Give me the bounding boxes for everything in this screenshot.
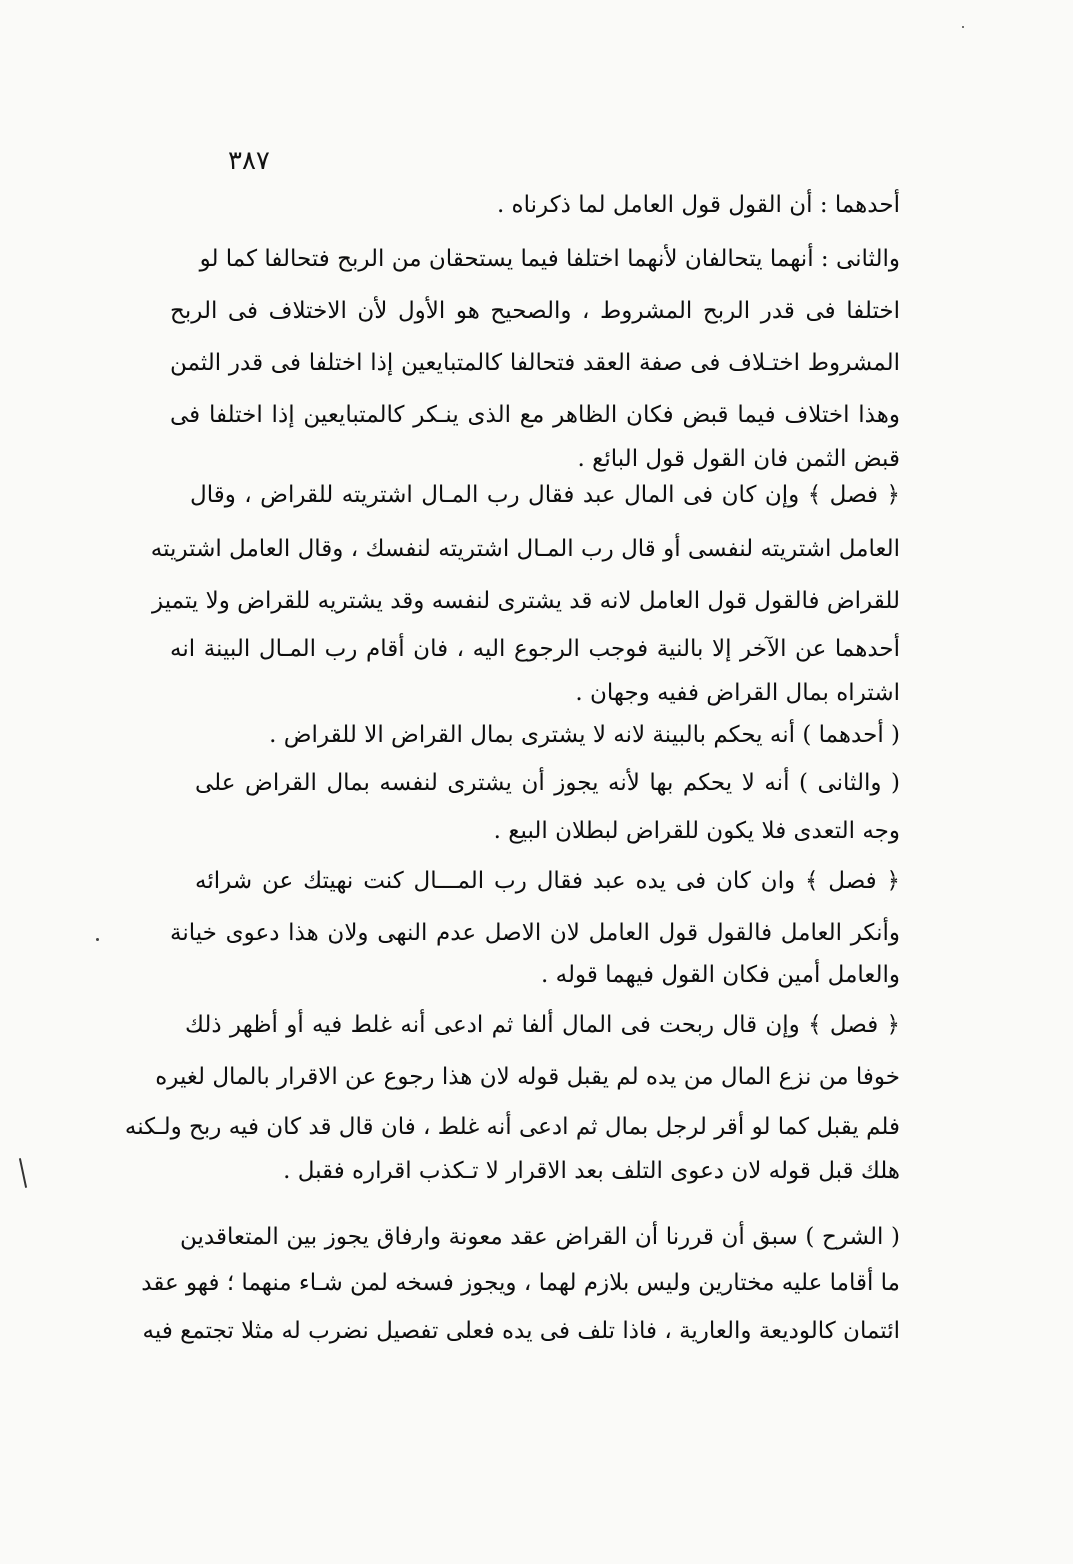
text-line: المشروط اختـلاف فى صفة العقد فتحالفا كالمتبايعين إذا اختلفا فى قدر الثمن [170, 350, 900, 376]
text-line: ﴿ فصل ﴾ وان كان فى يده عبد فقال رب المـــال كنت نهيتك عن شرائه [195, 868, 900, 894]
text-line: ﴿ فصل ﴾ وإن كان فى المال عبد فقال رب المـال اشتريته للقراض ، وقال [190, 482, 900, 508]
text-line: ( أحدهما ) أنه يحكم بالبينة لانه لا يشترى بمال القراض الا للقراض . [269, 722, 900, 748]
text-line: ( الشرح ) سبق أن قررنا أن القراض عقد معونة وارفاق يجوز بين المتعاقدين [180, 1224, 901, 1250]
text-line: والثانى : أنهما يتحالفان لأنهما اختلفا فيما يستحقان من الربح فتحالفا كما لو [199, 246, 900, 272]
text-line: أحدهما : أن القول قول العامل لما ذكرناه . [496, 192, 900, 218]
text-line: اشتراه بمال القراض ففيه وجهان . [575, 680, 900, 706]
text-line: هلك قبل قوله لان دعوى التلف بعد الاقرار لا تـكذب اقراره فقبل . [283, 1158, 900, 1184]
text-line: اختلفا فى قدر الربح المشروط ، والصحيح هو الأول لأن الاختلاف فى الربح [170, 298, 900, 324]
text-line: وأنكر العامل فالقول قول العامل لان الاصل عدم النهى ولان هذا دعوى خيانة [170, 920, 900, 946]
text-line: أحدهما عن الآخر إلا بالنية فوجب الرجوع اليه ، فان أقام رب المـال البينة انه [170, 636, 900, 662]
scan-speck [962, 26, 964, 28]
text-line: ائتمان كالوديعة والعارية ، فاذا تلف فى يده فعلى تفصيل نضرب له مثلا تجتمع فيه [142, 1318, 900, 1344]
text-line: العامل اشتريته لنفسى أو قال رب المـال اشتريته لنفسك ، وقال العامل اشتريته [150, 536, 900, 562]
margin-mark [19, 1158, 27, 1188]
text-line: والعامل أمين فكان القول فيهما قوله . [541, 962, 900, 988]
text-line: قبض الثمن فان القول قول البائع . [577, 446, 900, 472]
text-line: ما أقاما عليه مختارين وليس بلازم لهما ، ويجوز فسخه لمن شـاء منهما ؛ فهو عقد [141, 1270, 900, 1296]
text-line: وهذا اختلاف فيما قبض فكان الظاهر مع الذى ينـكر كالمتبايعين إذا اختلفا فى [170, 402, 900, 428]
text-line: فلم يقبل كما لو أقر لرجل بمال ثم ادعى أنه غلط ، فان قال قد كان فيه ربح ولـكنه [124, 1114, 900, 1140]
text-line: وجه التعدى فلا يكون للقراض لبطلان البيع . [493, 818, 900, 844]
text-line: خوفا من نزع المال من يده لم يقبل قوله لان هذا رجوع عن الاقرار بالمال لغيره [155, 1064, 900, 1090]
text-line: ﴿ فصل ﴾ وإن قال ربحت فى المال ألفا ثم ادعى أنه غلط فيه أو أظهر ذلك [185, 1012, 900, 1038]
scan-speck [96, 938, 99, 941]
page-number: ٣٨٧ [228, 146, 270, 176]
text-line: للقراض فالقول قول العامل لانه قد يشترى لنفسه وقد يشتريه للقراض ولا يتميز [152, 588, 900, 614]
text-line: ( والثانى ) أنه لا يحكم بها لأنه يجوز أن يشترى لنفسه بمال القراض على [195, 770, 900, 796]
